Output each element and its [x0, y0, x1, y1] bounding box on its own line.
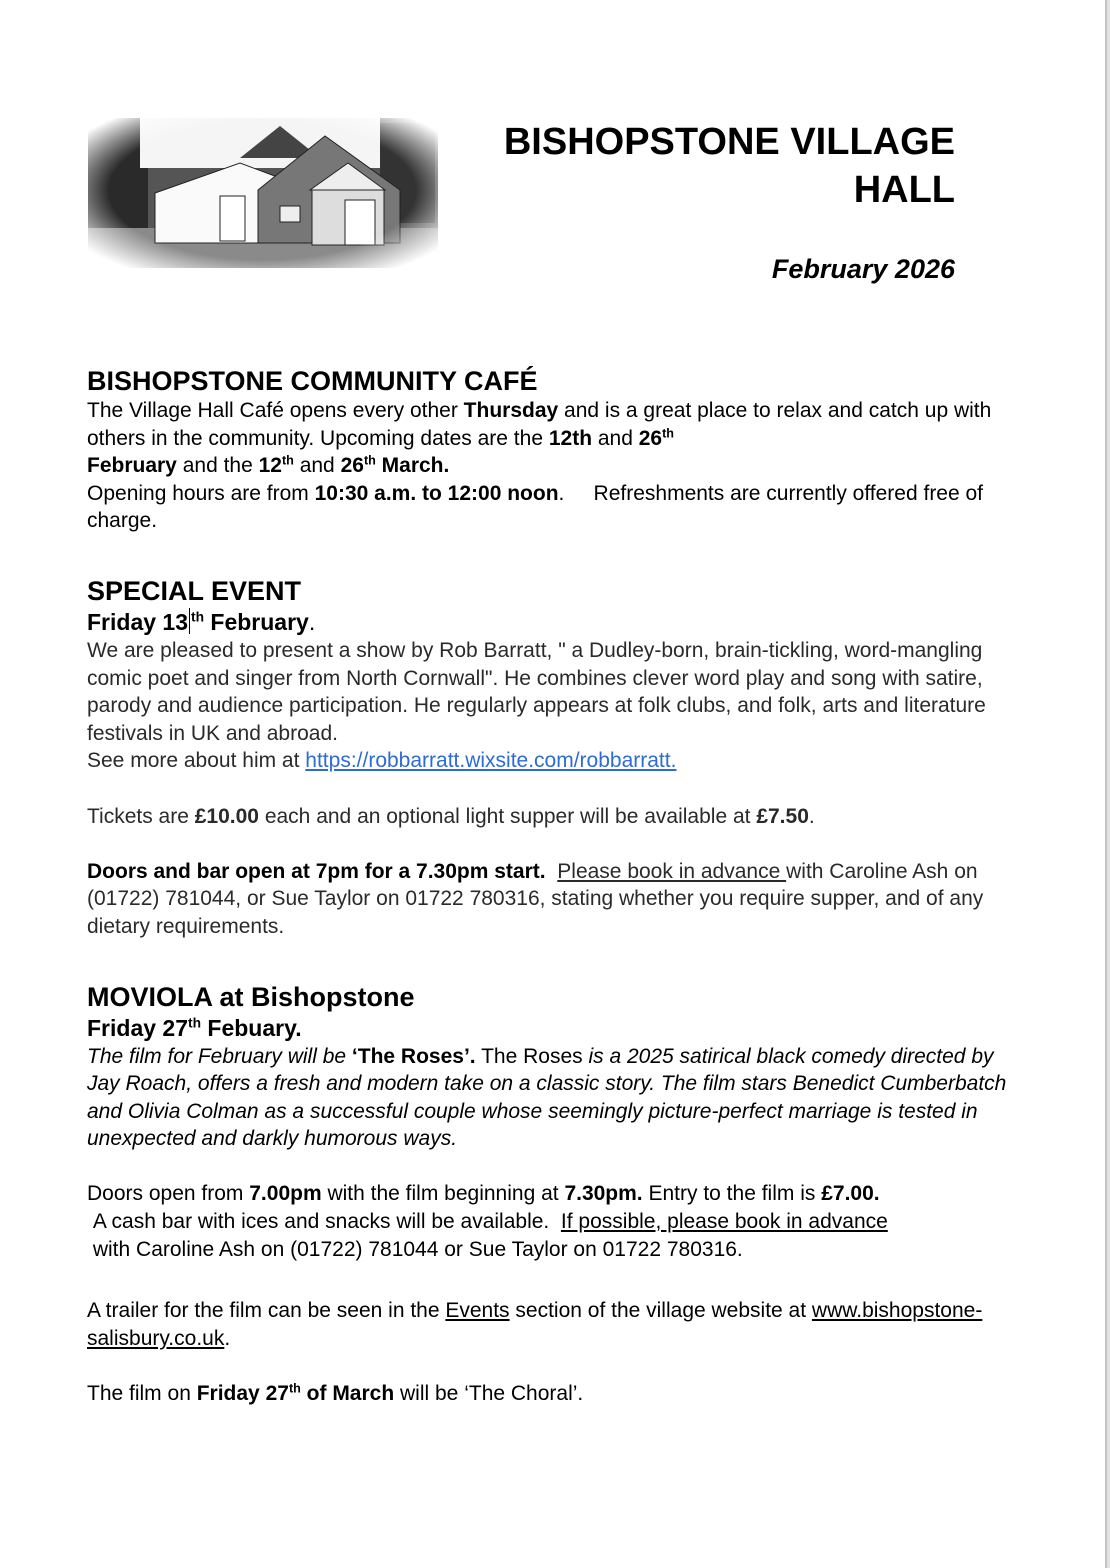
moviola-date: Friday 27th Febuary.	[87, 1014, 302, 1041]
moviola-film-description: The film for February will be ‘The Roses’. The Roses is a 2025 satirical black comedy directed by Jay Roach, offers a fresh and modern take on a classic story. The film stars Benedict Cumberbatch and Olivia Colman as a successful couple whose seemingly picture-perfect marriage is tested in unexpected and darkly humorous ways.	[87, 1044, 1007, 1151]
village-hall-logo	[80, 108, 445, 273]
moviola-trailer: A trailer for the film can be seen in the Events section of the village website at www.bishopstone-salisbury.co.uk.	[87, 1299, 983, 1350]
special-event-section	[87, 575, 1017, 941]
special-event-heading: SPECIAL EVENT	[87, 575, 302, 606]
special-event-date: Friday 13 $^{th}$ February.	[87, 608, 316, 635]
special-event-more: See more about him at https://robbarratt.wixsite.com/robbarratt.	[87, 749, 677, 773]
cafe-heading: BISHOPSTONE COMMUNITY CAFÉ	[87, 366, 538, 396]
cafe-section	[87, 365, 1017, 535]
text-cursor	[189, 608, 190, 634]
events-link[interactable]: Events	[445, 1299, 510, 1323]
book-in-advance-text: Please book in advance	[557, 859, 787, 883]
special-event-booking: Doors and bar open at 7pm for a 7.30pm start. Please book in advance with Caroline Ash on (01722) 781044, or Sue Taylor on 01722 780316, stating whether you require supper, and of any dietary requirements.	[87, 859, 990, 938]
moviola-doors: Doors open from 7.00pm with the film beginning at 7.30pm. Entry to the film is £7.00. A cash bar with ices and snacks will be available. If possible, please book in advance with Caroline Ash on (01722) 781044 or Sue Taylor on 01722 780316.	[87, 1182, 888, 1261]
title-line-2: HALL	[853, 169, 955, 211]
moviola-section	[87, 981, 1017, 1408]
village-website-link[interactable]: www.bishopstone-salisbury.co.uk	[87, 1299, 983, 1350]
page-edge	[1105, 0, 1110, 1568]
newsletter-body	[87, 365, 1017, 1408]
special-event-tickets: Tickets are £10.00 each and an optional light supper will be available at £7.50.	[87, 804, 815, 828]
cafe-description: The Village Hall Café opens every other Thursday and is a great place to relax and catch up with others in the community. Upcoming dates are the 12th and 26th February and the 12th and 26th March.	[87, 399, 992, 478]
moviola-heading: MOVIOLA at Bishopstone	[87, 981, 415, 1012]
newsletter-title	[504, 118, 955, 214]
issue-date: February 2026	[771, 254, 955, 284]
moviola-next-film: The film on Friday 27th of March will be ‘The Choral’.	[87, 1381, 584, 1406]
special-event-description: We are pleased to present a show by Rob Barratt, " a Dudley-born, brain-tickling, word-mangling comic poet and singer from North Cornwall". He combines clever word play and song with satire, parody and audience participation. He regularly appears at folk clubs, and folk, arts and literature festivals in UK and abroad.	[87, 638, 986, 745]
title-line-1: BISHOPSTONE VILLAGE	[503, 121, 955, 163]
book-if-possible-text: If possible, please book in advance	[560, 1210, 888, 1234]
cafe-hours: Opening hours are from 10:30 a.m. to 12:00 noon. Refreshments are currently offered free of charge.	[87, 481, 989, 533]
rob-barratt-link[interactable]: https://robbarratt.wixsite.com/robbarratt.	[305, 749, 677, 773]
